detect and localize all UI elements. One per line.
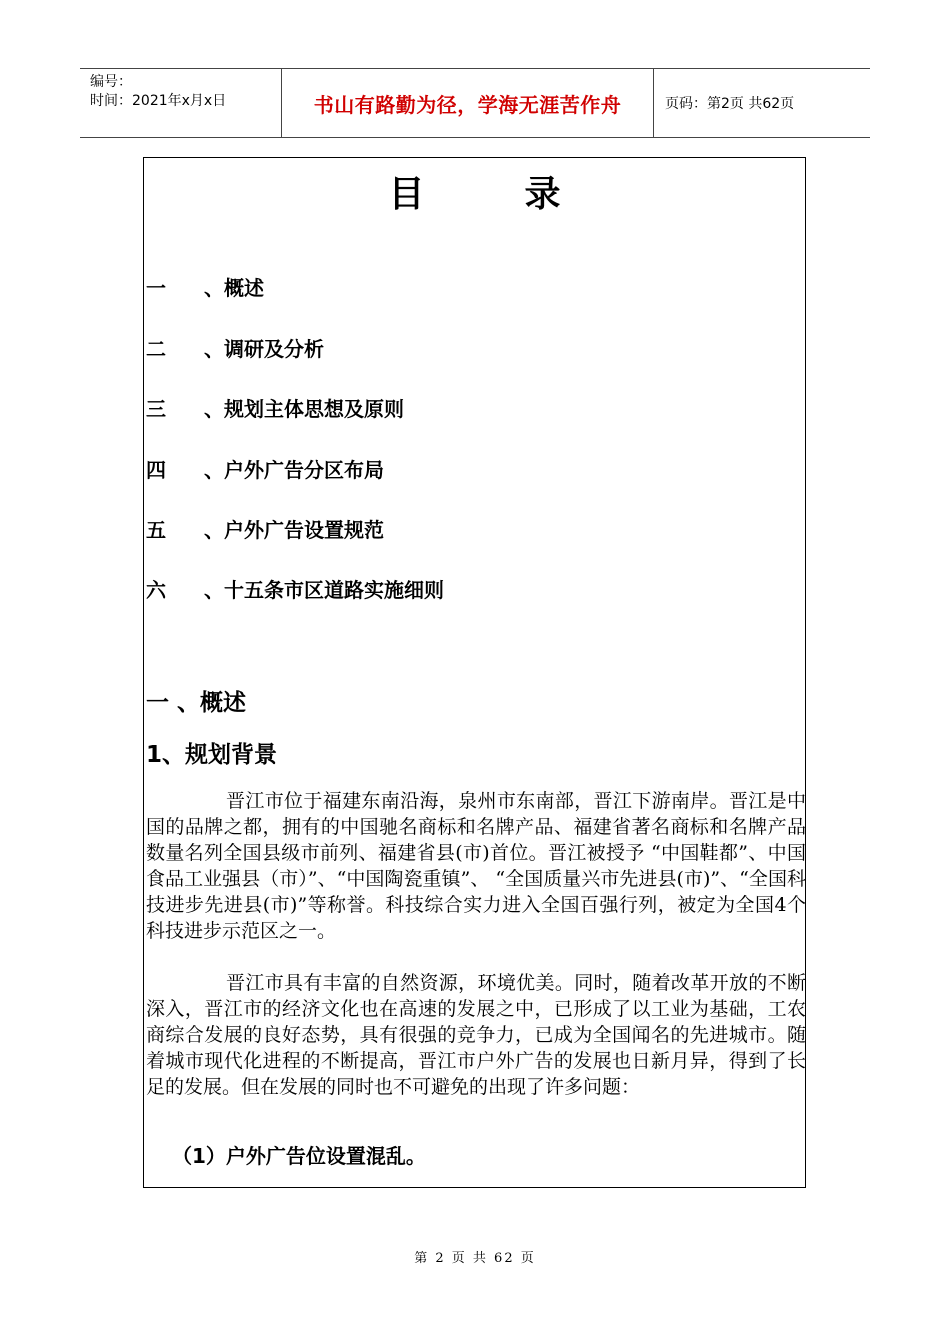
toc-item-label: 、调研及分析 — [204, 337, 324, 361]
header-divider — [653, 69, 654, 137]
header-motto: 书山有路勤为径，学海无涯苦作舟 — [313, 93, 622, 117]
header-meta — [90, 73, 226, 111]
page-footer: 第 2 页 共 62 页 — [414, 1251, 536, 1266]
toc-item-label: 、户外广告分区布局 — [204, 458, 384, 482]
toc-item-number: 三 — [146, 397, 166, 421]
header-page-info: 页码：第2页 共62页 — [665, 96, 795, 112]
toc-item-number: 六 — [146, 578, 166, 602]
body-paragraph: 晋江市位于福建东南沿海，泉州市东南部，晋江下游南岸。晋江是中国的品牌之都，拥有的中国驰名商标和名牌产品、福建省著名商标和名牌产品数量名列全国县级市前列、福建省县(市)首位。晋江被授予 “中国鞋都”、中国食品工业强县（市）”、“中国陶瓷重镇”、 “全国质量兴市先进县(市)”、“全国科技进步先进县(市)”等称誉。科技综合实力进入全国百强行列，被定为全国4个科技进步示范区之一。 — [146, 790, 806, 942]
time-label: 时间：2021年x月x日 — [90, 93, 227, 109]
subsection-heading: 1、规划背景 — [146, 742, 278, 768]
toc-item-number: 五 — [146, 518, 166, 542]
toc-item-number: 四 — [146, 458, 166, 482]
body-paragraph: 晋江市具有丰富的自然资源，环境优美。同时，随着改革开放的不断深入，晋江市的经济文化也在高速的发展之中，已形成了以工业为基础，工农商综合发展的良好态势，具有很强的竞争力，已成为全国闻名的先进城市。随着城市现代化进程的不断提高，晋江市户外广告的发展也日新月异，得到了长足的发展。但在发展的同时也不可避免的出现了许多问题： — [146, 972, 806, 1098]
toc-item-number: 二 — [146, 337, 166, 361]
issue-heading: （1）户外广告位设置混乱。 — [172, 1144, 426, 1168]
toc-item-number: 一 — [146, 276, 166, 300]
section-heading: 一 、概述 — [146, 690, 247, 716]
toc-item-label: 、概述 — [204, 276, 264, 300]
toc-title: 目录 — [388, 174, 661, 215]
toc-item-6[interactable] — [146, 574, 444, 603]
toc-item-3[interactable] — [146, 393, 404, 422]
toc-item-label: 、户外广告设置规范 — [204, 518, 384, 542]
number-label: 编号： — [90, 74, 132, 90]
toc-item-1[interactable] — [146, 272, 264, 301]
toc-item-5[interactable] — [146, 514, 384, 543]
toc-item-4[interactable] — [146, 454, 384, 483]
toc-item-2[interactable] — [146, 333, 324, 362]
toc-item-label: 、十五条市区道路实施细则 — [204, 578, 444, 602]
content-frame — [143, 157, 806, 1188]
page-header — [80, 68, 870, 138]
toc-item-label: 、规划主体思想及原则 — [204, 397, 404, 421]
